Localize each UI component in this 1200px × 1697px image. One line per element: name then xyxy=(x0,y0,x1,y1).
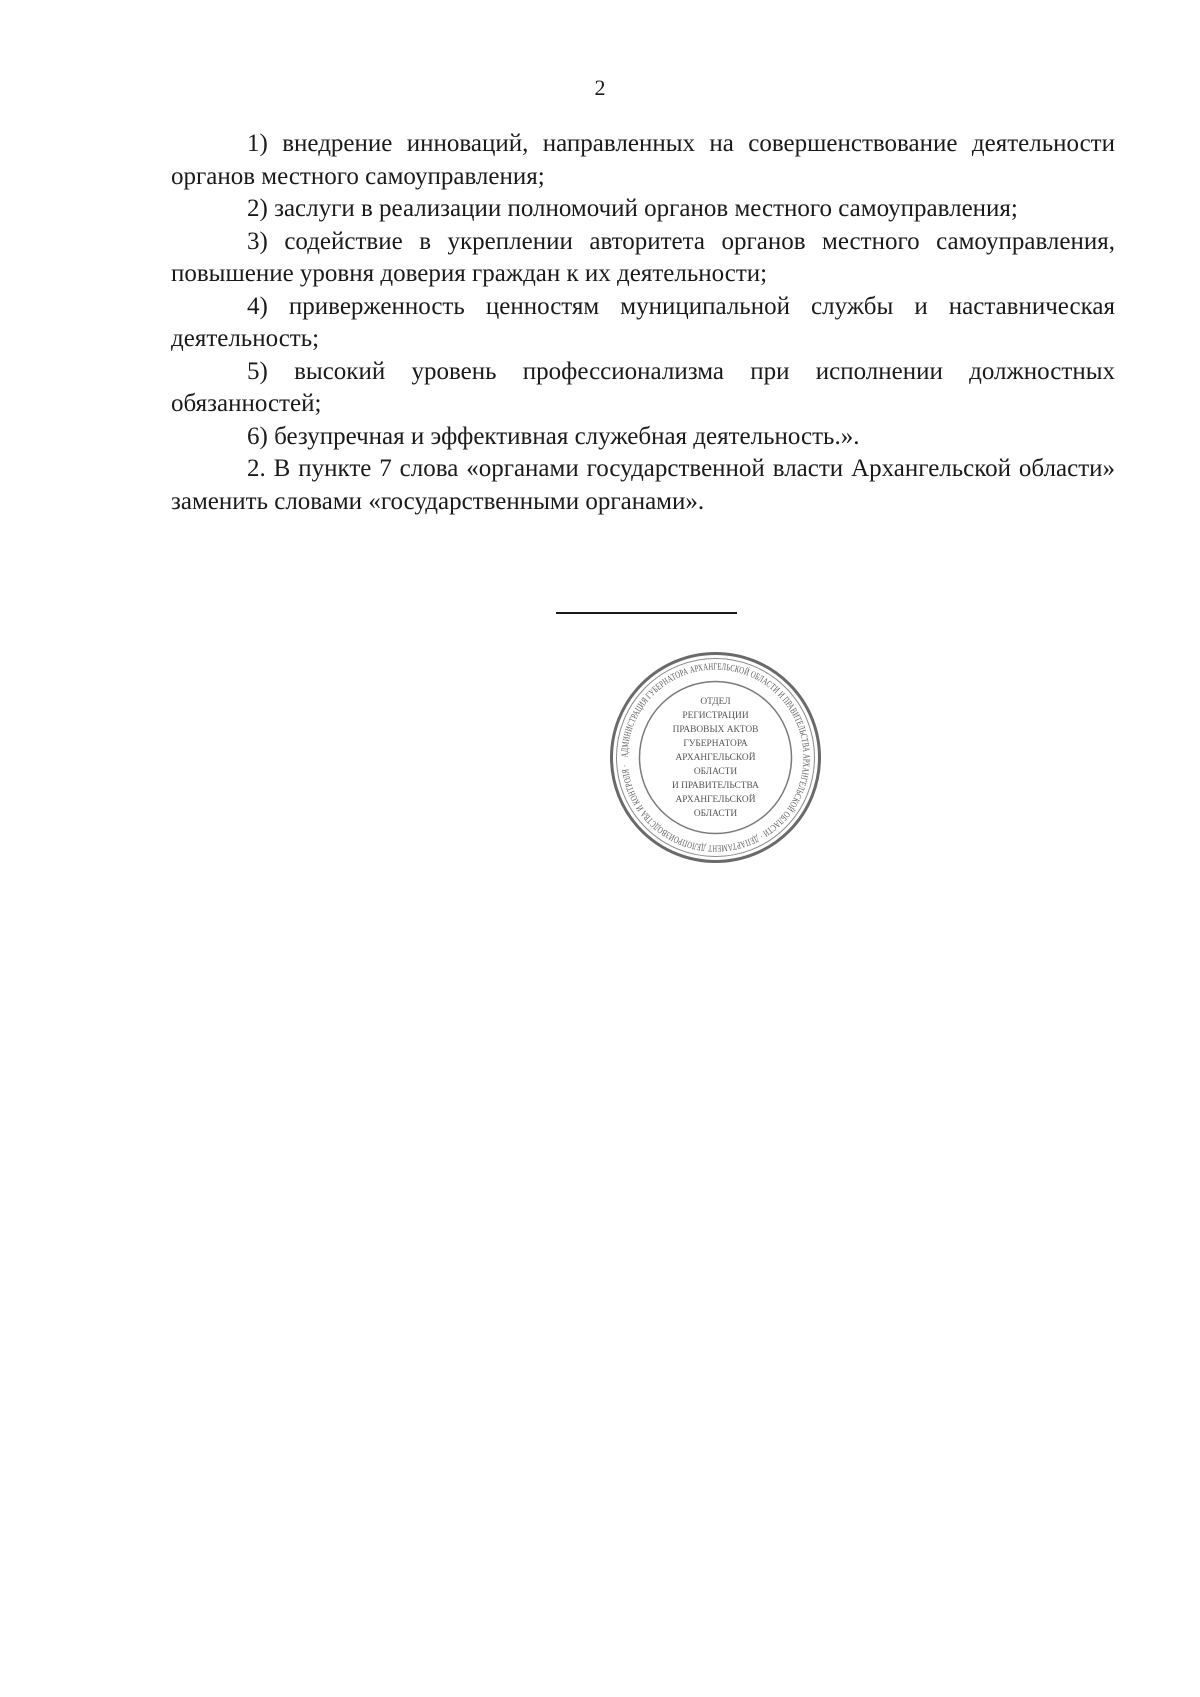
list-item: 3) содействие в укреплении авторитета органов местного самоуправления, повышение уровня доверия граждан к их деятельности; xyxy=(171,227,1115,287)
seal-inner-line: РЕГИСТРАЦИИ xyxy=(682,711,749,721)
seal-inner-line: АРХАНГЕЛЬСКОЙ xyxy=(675,795,756,805)
list-item: 5) высокий уровень профессионализма при исполнении должностных обязанностей; xyxy=(171,357,1115,417)
list-item: 4) приверженность ценностям муниципальной службы и наставническая деятельность; xyxy=(171,292,1115,352)
list-item: 6) безупречная и эффективная служебная деятельность.». xyxy=(247,422,860,450)
seal-inner-line: ОБЛАСТИ xyxy=(693,767,738,777)
list-item: 1) внедрение инноваций, направленных на совершенствование деятельности органов местного самоуправления; xyxy=(171,130,1115,190)
seal-inner-line: И ПРАВИТЕЛЬСТВА xyxy=(672,781,759,791)
seal-inner-line: ПРАВОВЫХ АКТОВ xyxy=(672,725,759,735)
seal-inner-text-group xyxy=(672,697,759,819)
amendment-paragraph: 2. В пункте 7 слова «органами государственной власти Архангельской области» заменить словами «государственными органами». xyxy=(171,455,1115,515)
seal-icon xyxy=(608,650,823,865)
end-separator-line xyxy=(556,612,737,614)
seal-inner-line: АРХАНГЕЛЬСКОЙ xyxy=(675,753,756,763)
document-body xyxy=(171,128,1115,518)
list-item: 2) заслуги в реализации полномочий органов местного самоуправления; xyxy=(247,195,1018,222)
page-number: 2 xyxy=(594,75,606,100)
seal-ring-textpath: АДМИНИСТРАЦИЯ ГУБЕРНАТОРА АРХАНГЕЛЬСКОЙ ОБЛАСТИ И ПРАВИТЕЛЬСТВА АРХАНГЕЛЬСКОЙ ОБЛАСТИ · ДЕПАРТАМЕНТ ДЕЛОПРОИЗВОДСТВА И КОНТРОЛЯ · xyxy=(619,661,812,854)
official-seal xyxy=(608,650,823,865)
seal-inner-line: ГУБЕРНАТОРА xyxy=(683,739,748,749)
seal-inner-line: ОТДЕЛ xyxy=(700,697,731,707)
seal-inner-line: ОБЛАСТИ xyxy=(693,809,738,819)
